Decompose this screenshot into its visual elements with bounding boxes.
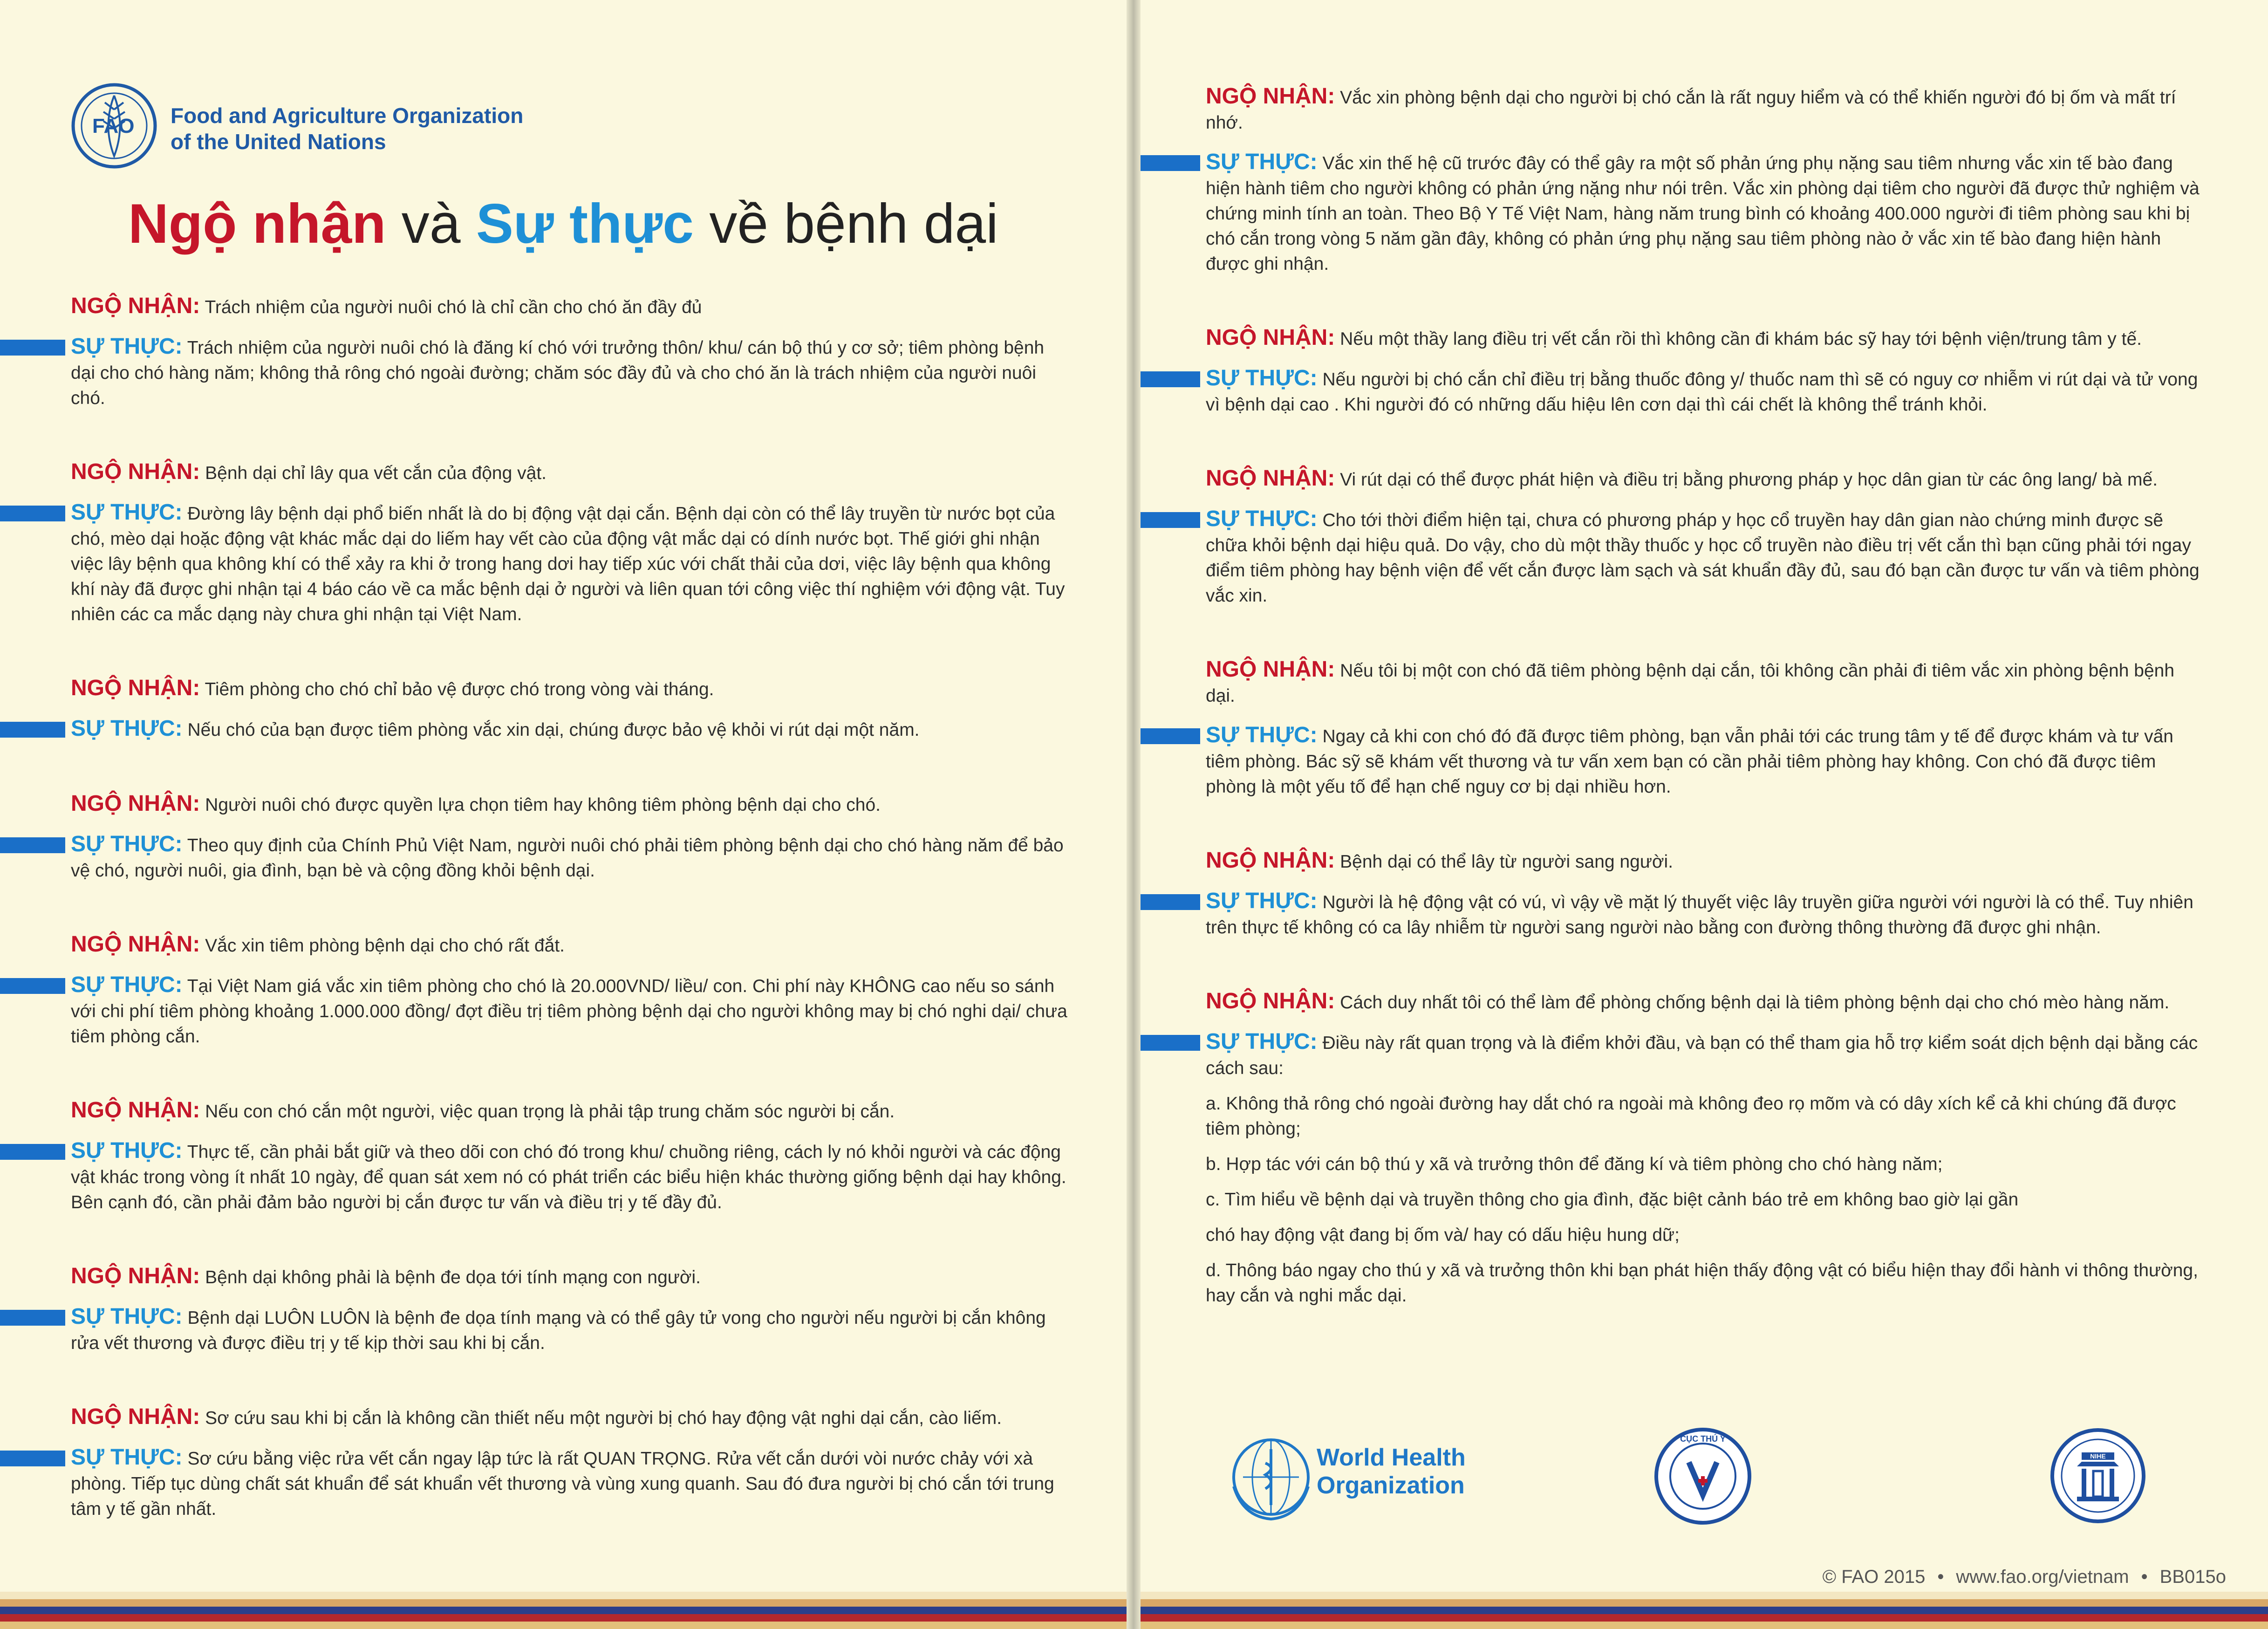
fao-letter-f: FAO	[92, 115, 135, 137]
fact-text	[71, 832, 1070, 883]
myth-text	[71, 459, 1070, 486]
fact-marker-bar	[1141, 371, 1200, 387]
myth-body: Vắc xin phòng bệnh dại cho người bị chó cắn là rất nguy hiểm và có thể khiến người đó bị ốm và mất trí nhớ.	[1206, 88, 2176, 133]
fact-marker-bar	[0, 837, 65, 853]
fact-label: SỰ THỰC:	[71, 334, 183, 359]
fact-label: SỰ THỰC:	[1206, 1029, 1318, 1054]
myth-label: NGỘ NHẬN:	[1206, 466, 1335, 491]
myth-fact-entry	[71, 932, 1070, 1049]
myth-label: NGỘ NHẬN:	[71, 676, 200, 700]
fact-text	[71, 1138, 1070, 1215]
myth-label: NGỘ NHẬN:	[71, 932, 200, 957]
fact-body: Cho tới thời điểm hiện tại, chưa có phương pháp y học cổ truyền hay dân gian nào chứng minh được sẽ chữa khỏi bệnh dại hiệu quả. Do vậy, cho dù một thầy thuốc y học cổ truyền nào điều trị vết cắn thì bạn cũng phải tới ngay điểm tiêm phòng hay bệnh viện để vết cắn được làm sạch và sát khuẩn đầy đủ, sau đó bạn cần được tư vấn và tiêm phòng vắc xin.	[1206, 510, 2200, 606]
page-gutter	[1127, 0, 1141, 1629]
myth-text	[1206, 84, 2203, 136]
myth-body: Người nuôi chó được quyền lựa chọn tiêm hay không tiêm phòng bệnh dại cho chó.	[205, 795, 881, 815]
left-page	[0, 0, 1127, 1629]
fact-label: SỰ THỰC:	[71, 500, 183, 525]
fact-marker-bar	[1141, 728, 1200, 744]
myth-fact-entry	[1206, 848, 2203, 940]
fact-marker-bar	[0, 1310, 65, 1326]
myth-label: NGỘ NHẬN:	[71, 1098, 200, 1123]
action-item-c: c. Tìm hiểu về bệnh dại và truyền thông cho gia đình, đặc biệt cảnh báo trẻ em không bao giờ lại gần	[1206, 1190, 2019, 1210]
fact-text	[1206, 150, 2203, 277]
footer-copyright: © FAO 2015	[1822, 1567, 1926, 1587]
myth-body: Bệnh dại có thể lây từ người sang người.	[1340, 852, 1674, 872]
fact-body: Vắc xin thế hệ cũ trước đây có thể gây ra một số phản ứng phụ nặng sau tiêm nhưng vắc xin tế bào đang hiện hành tiêm cho người không có phản ứng nặng như nói trên. Vắc xin phòng dại tiêm cho người đã được thử nghiệm và chứng minh tính an toàn. Theo Bộ Y Tế Việt Nam, hàng năm trung bình có khoảng 400.000 người đi tiêm phòng sau khi bị chó cắn trong vòng 5 năm gần đây, không có phản ứng phụ nặng sau tiêm phòng nào ở vắc xin tế bào đang hiện hành được ghi nhận.	[1206, 153, 2200, 274]
fact-body: Điều này rất quan trọng và là điểm khởi đầu, và bạn có thể tham gia hỗ trợ kiểm soát dịch bệnh dại bằng các cách sau:	[1206, 1033, 2198, 1078]
myth-fact-entry	[1206, 466, 2203, 609]
fact-body: Ngay cả khi con chó đó đã được tiêm phòng, bạn vẫn phải tới các trung tâm y tế để được khám và tư vấn tiêm phòng. Bác sỹ sẽ khám vết thương và tư vấn xem bạn có cần phải tiêm phòng hay không. Con chó đã được tiêm phòng là một yếu tố để hạn chế nguy cơ bị dại nhiều hơn.	[1206, 726, 2173, 797]
myth-text	[1206, 848, 2203, 875]
fact-body: Thực tế, cần phải bắt giữ và theo dõi con chó đó trong khu/ chuồng riêng, cách ly nó khỏi người và các động vật khác trong vòng ít nhất 10 ngày, để quan sát xem nó có phát triển các biểu hiện khác thường giống bệnh dại hay không. Bên cạnh đó, cần phải đảm bảo người bị cắn được tư vấn và điều trị y tế đầy đủ.	[71, 1142, 1066, 1212]
who-logo	[1224, 1431, 1318, 1524]
myth-label: NGỘ NHẬN:	[71, 294, 200, 318]
fact-marker-bar	[1141, 512, 1200, 528]
org-name	[171, 103, 523, 155]
fact-label: SỰ THỰC:	[71, 1138, 183, 1163]
myth-text	[1206, 325, 2203, 352]
myth-fact-entry	[71, 294, 1070, 411]
myth-label: NGỘ NHẬN:	[71, 1404, 200, 1429]
myth-label: NGỘ NHẬN:	[71, 791, 200, 816]
myth-text	[71, 791, 1070, 818]
myth-text	[1206, 466, 2203, 493]
fact-marker-bar	[1141, 1035, 1200, 1051]
title-part1: Ngộ nhận	[128, 192, 386, 255]
who-name	[1317, 1444, 1466, 1499]
myth-fact-entry	[71, 791, 1070, 883]
fact-label: SỰ THỰC:	[71, 1445, 183, 1470]
fact-body: Bệnh dại LUÔN LUÔN là bệnh đe dọa tính mạng và có thể gây tử vong cho người nếu người bị cắn không rửa vết thương và được điều trị y tế kịp thời sau khi bị cắn.	[71, 1308, 1046, 1353]
footer-bullet: •	[2141, 1567, 2148, 1587]
fact-label: SỰ THỰC:	[1206, 889, 1318, 913]
myth-label: NGỘ NHẬN:	[1206, 989, 1335, 1013]
myth-body: Tiêm phòng cho chó chỉ bảo vệ được chó trong vòng vài tháng.	[205, 679, 714, 699]
title-part4: về bệnh dại	[693, 192, 998, 255]
myth-body: Sơ cứu sau khi bị cắn là không cần thiết nếu một người bị chó hay động vật nghi dại cắn, cào liếm.	[205, 1408, 1002, 1428]
title-part3: Sự thực	[476, 192, 694, 255]
myth-label: NGỘ NHẬN:	[1206, 325, 1335, 350]
fact-label: SỰ THỰC:	[1206, 366, 1318, 390]
fact-marker-bar	[0, 1451, 65, 1466]
myth-fact-entry	[1206, 657, 2203, 800]
right-entries	[1206, 84, 2203, 1357]
fact-label: SỰ THỰC:	[71, 972, 183, 997]
myth-text	[1206, 657, 2203, 709]
fao-logo	[70, 82, 158, 170]
fact-marker-bar	[0, 978, 65, 994]
fact-label: SỰ THỰC:	[71, 716, 183, 741]
fact-text	[1206, 366, 2203, 418]
myth-fact-entry	[71, 459, 1070, 627]
fact-body: Trách nhiệm của người nuôi chó là đăng kí chó với trưởng thôn/ khu/ cán bộ thú y cơ sở; tiêm phòng bệnh dại cho chó hàng năm; không thả rông chó ngoài đường; chăm sóc đầy đủ và cho chó ăn là trách nhiệm của người nuôi chó.	[71, 338, 1045, 408]
fact-text	[71, 716, 1070, 743]
myth-label: NGỘ NHẬN:	[1206, 848, 1335, 873]
myth-fact-entry	[71, 1404, 1070, 1522]
fact-marker-bar	[0, 1144, 65, 1160]
myth-fact-entry	[71, 1264, 1070, 1356]
fact-marker-bar	[0, 506, 65, 521]
myth-body: Trách nhiệm của người nuôi chó là chỉ cần cho chó ăn đầy đủ	[205, 297, 702, 317]
myth-text	[71, 932, 1070, 958]
fact-text	[1206, 506, 2203, 609]
department-of-animal-health-logo	[1652, 1425, 1754, 1527]
myth-text	[71, 294, 1070, 320]
myth-fact-entry	[71, 676, 1070, 743]
bottom-stripes	[1141, 1592, 2268, 1629]
fact-label: SỰ THỰC:	[1206, 506, 1318, 531]
footer-code: BB015o	[2159, 1567, 2226, 1587]
myth-body: Cách duy nhất tôi có thể làm để phòng chống bệnh dại là tiêm phòng bệnh dại cho chó mèo hàng năm.	[1340, 992, 2170, 1013]
myth-body: Vi rút dại có thể được phát hiện và điều trị bằng phương pháp y học dân gian từ các ông lang/ bà mế.	[1340, 470, 2158, 490]
fact-text	[71, 334, 1070, 411]
footer-bullet: •	[1937, 1567, 1944, 1587]
myth-fact-entry	[1206, 989, 2203, 1308]
footer	[1823, 1567, 2226, 1588]
myth-body: Vắc xin tiêm phòng bệnh dại cho chó rất đắt.	[205, 936, 565, 956]
fact-text	[71, 1304, 1070, 1356]
who-name-line1: World Health	[1317, 1444, 1466, 1471]
fact-body: Nếu chó của bạn được tiêm phòng vắc xin dại, chúng được bảo vệ khỏi vi rút dại một năm.	[187, 720, 920, 740]
fact-marker-bar	[0, 722, 65, 738]
myth-label: NGỘ NHẬN:	[71, 1264, 200, 1288]
myth-fact-entry	[71, 1098, 1070, 1215]
fact-text	[1206, 723, 2203, 800]
footer-url[interactable]: www.fao.org/vietnam	[1956, 1567, 2129, 1587]
myth-text	[71, 1264, 1070, 1290]
fact-text	[71, 500, 1070, 627]
fact-text	[71, 972, 1070, 1049]
myth-label: NGỘ NHẬN:	[71, 459, 200, 484]
action-item-b: b. Hợp tác với cán bộ thú y xã và trưởng thôn để đăng kí và tiêm phòng cho chó hàng năm;	[1206, 1154, 1943, 1174]
fact-body: Người là hệ động vật có vú, vì vậy về mặt lý thuyết việc lây truyền giữa người với người là có thể. Tuy nhiên trên thực tế không có ca lây nhiễm từ người sang người nào bằng con đường thông thường đã được ghi nhận.	[1206, 892, 2193, 938]
fact-label: SỰ THỰC:	[1206, 150, 1318, 174]
myth-label: NGỘ NHẬN:	[1206, 657, 1335, 682]
org-name-line2: of the United Nations	[171, 130, 386, 154]
fact-body: Theo quy định của Chính Phủ Việt Nam, người nuôi chó phải tiêm phòng bệnh dại cho chó hàng năm để bảo vệ chó, người nuôi, gia đình, bạn bè và cộng đồng khỏi bệnh dại.	[71, 835, 1064, 881]
myth-text	[71, 1098, 1070, 1124]
fact-body: Nếu người bị chó cắn chỉ điều trị bằng thuốc đông y/ thuốc nam thì sẽ có nguy cơ nhiễm vi rút dại và tử vong vì bệnh dại cao . Khi người đó có những dấu hiệu lên cơn dại thì cái chết là không thể tránh khỏi.	[1206, 370, 2198, 415]
fact-label: SỰ THỰC:	[71, 832, 183, 856]
myth-body: Nếu tôi bị một con chó đã tiêm phòng bệnh dại cắn, tôi không cần phải đi tiêm vắc xin phòng bệnh bệnh dại.	[1206, 661, 2175, 706]
action-item-c-cont: chó hay động vật đang bị ốm và/ hay có dấu hiệu hung dữ;	[1206, 1225, 1680, 1245]
fact-marker-bar	[1141, 155, 1200, 171]
myth-body: Nếu một thầy lang điều trị vết cắn rồi thì không cần đi khám bác sỹ hay tới bệnh viện/trung tâm y tế.	[1340, 329, 2142, 349]
fact-label: SỰ THỰC:	[71, 1304, 183, 1329]
myth-text	[71, 676, 1070, 702]
fact-text	[1206, 889, 2203, 940]
myth-text	[71, 1404, 1070, 1431]
action-item-a: a. Không thả rông chó ngoài đường hay dắt chó ra ngoài mà không đeo rọ mõm và có dây xích kể cả khi chúng đã được tiêm phòng;	[1206, 1094, 2176, 1139]
nihe-logo	[2049, 1427, 2147, 1525]
fact-text	[1206, 1029, 2203, 1081]
fact-label: SỰ THỰC:	[1206, 723, 1318, 747]
fact-marker-bar	[1141, 894, 1200, 910]
myth-body: Bệnh dại không phải là bệnh đe dọa tới tính mạng con người.	[205, 1267, 701, 1287]
bottom-stripes	[0, 1592, 1127, 1629]
title-part2: và	[386, 192, 476, 255]
org-name-line1: Food and Agriculture Organization	[171, 103, 524, 128]
page-title	[0, 189, 1127, 259]
left-entries	[71, 294, 1070, 1570]
fact-text	[71, 1445, 1070, 1522]
myth-label: NGỘ NHẬN:	[1206, 84, 1335, 109]
myth-fact-entry	[1206, 325, 2203, 418]
fact-body: Đường lây bệnh dại phổ biến nhất là do bị động vật dại cắn. Bệnh dại còn có thể lây truyền từ nước bọt của chó, mèo dại hoặc động vật khác mắc dại do liếm hay vết cào của động vật mắc dại có dính nước bọt. Thế giới ghi nhận việc lây bệnh qua không khí có thể xảy ra khi ở trong hang dơi hay tiếp xúc với chất thải của dơi, việc lây bệnh qua không khí này đã được ghi nhận tại 4 báo cáo về ca mắc bệnh dại ở người và liên quan tới công việc thí nghiệm với động vật. Tuy nhiên các ca mắc dạng này chưa ghi nhận tại Việt Nam.	[71, 504, 1065, 624]
myth-body: Nếu con chó cắn một người, việc quan trọng là phải tập trung chăm sóc người bị cắn.	[205, 1102, 895, 1122]
who-name-line2: Organization	[1317, 1472, 1465, 1499]
myth-text	[1206, 989, 2203, 1015]
action-item-d: d. Thông báo ngay cho thú y xã và trưởng thôn khi bạn phát hiện thấy động vật có biểu hiện thay đổi hành vi thông thường, hay cắn và nghi mắc dại.	[1206, 1260, 2198, 1306]
fact-marker-bar	[0, 340, 65, 356]
fact-body: Sơ cứu bằng việc rửa vết cắn ngay lập tức là rất QUAN TRỌNG. Rửa vết cắn dưới vòi nước chảy với xà phòng. Tiếp tục dùng chất sát khuẩn để sát khuẩn vết thương và vùng xung quanh. Sau đó đưa người bị chó cắn tới trung tâm y tế gần nhất.	[71, 1449, 1054, 1519]
fact-body: Tại Việt Nam giá vắc xin tiêm phòng cho chó là 20.000VND/ liều/ con. Chi phí này KHÔNG cao nếu so sánh với chi phí tiêm phòng khoảng 1.000.000 đồng/ đợt điều trị tiêm phòng bệnh dại cho người không may bị chó nghi dại/ chưa tiêm phòng cắn.	[71, 976, 1067, 1047]
myth-fact-entry	[1206, 84, 2203, 277]
nihe-label: NIHE	[2090, 1452, 2106, 1460]
myth-body: Bệnh dại chỉ lây qua vết cắn của động vật.	[205, 463, 547, 483]
dah-label: CỤC THÚ Y	[1680, 1434, 1726, 1444]
